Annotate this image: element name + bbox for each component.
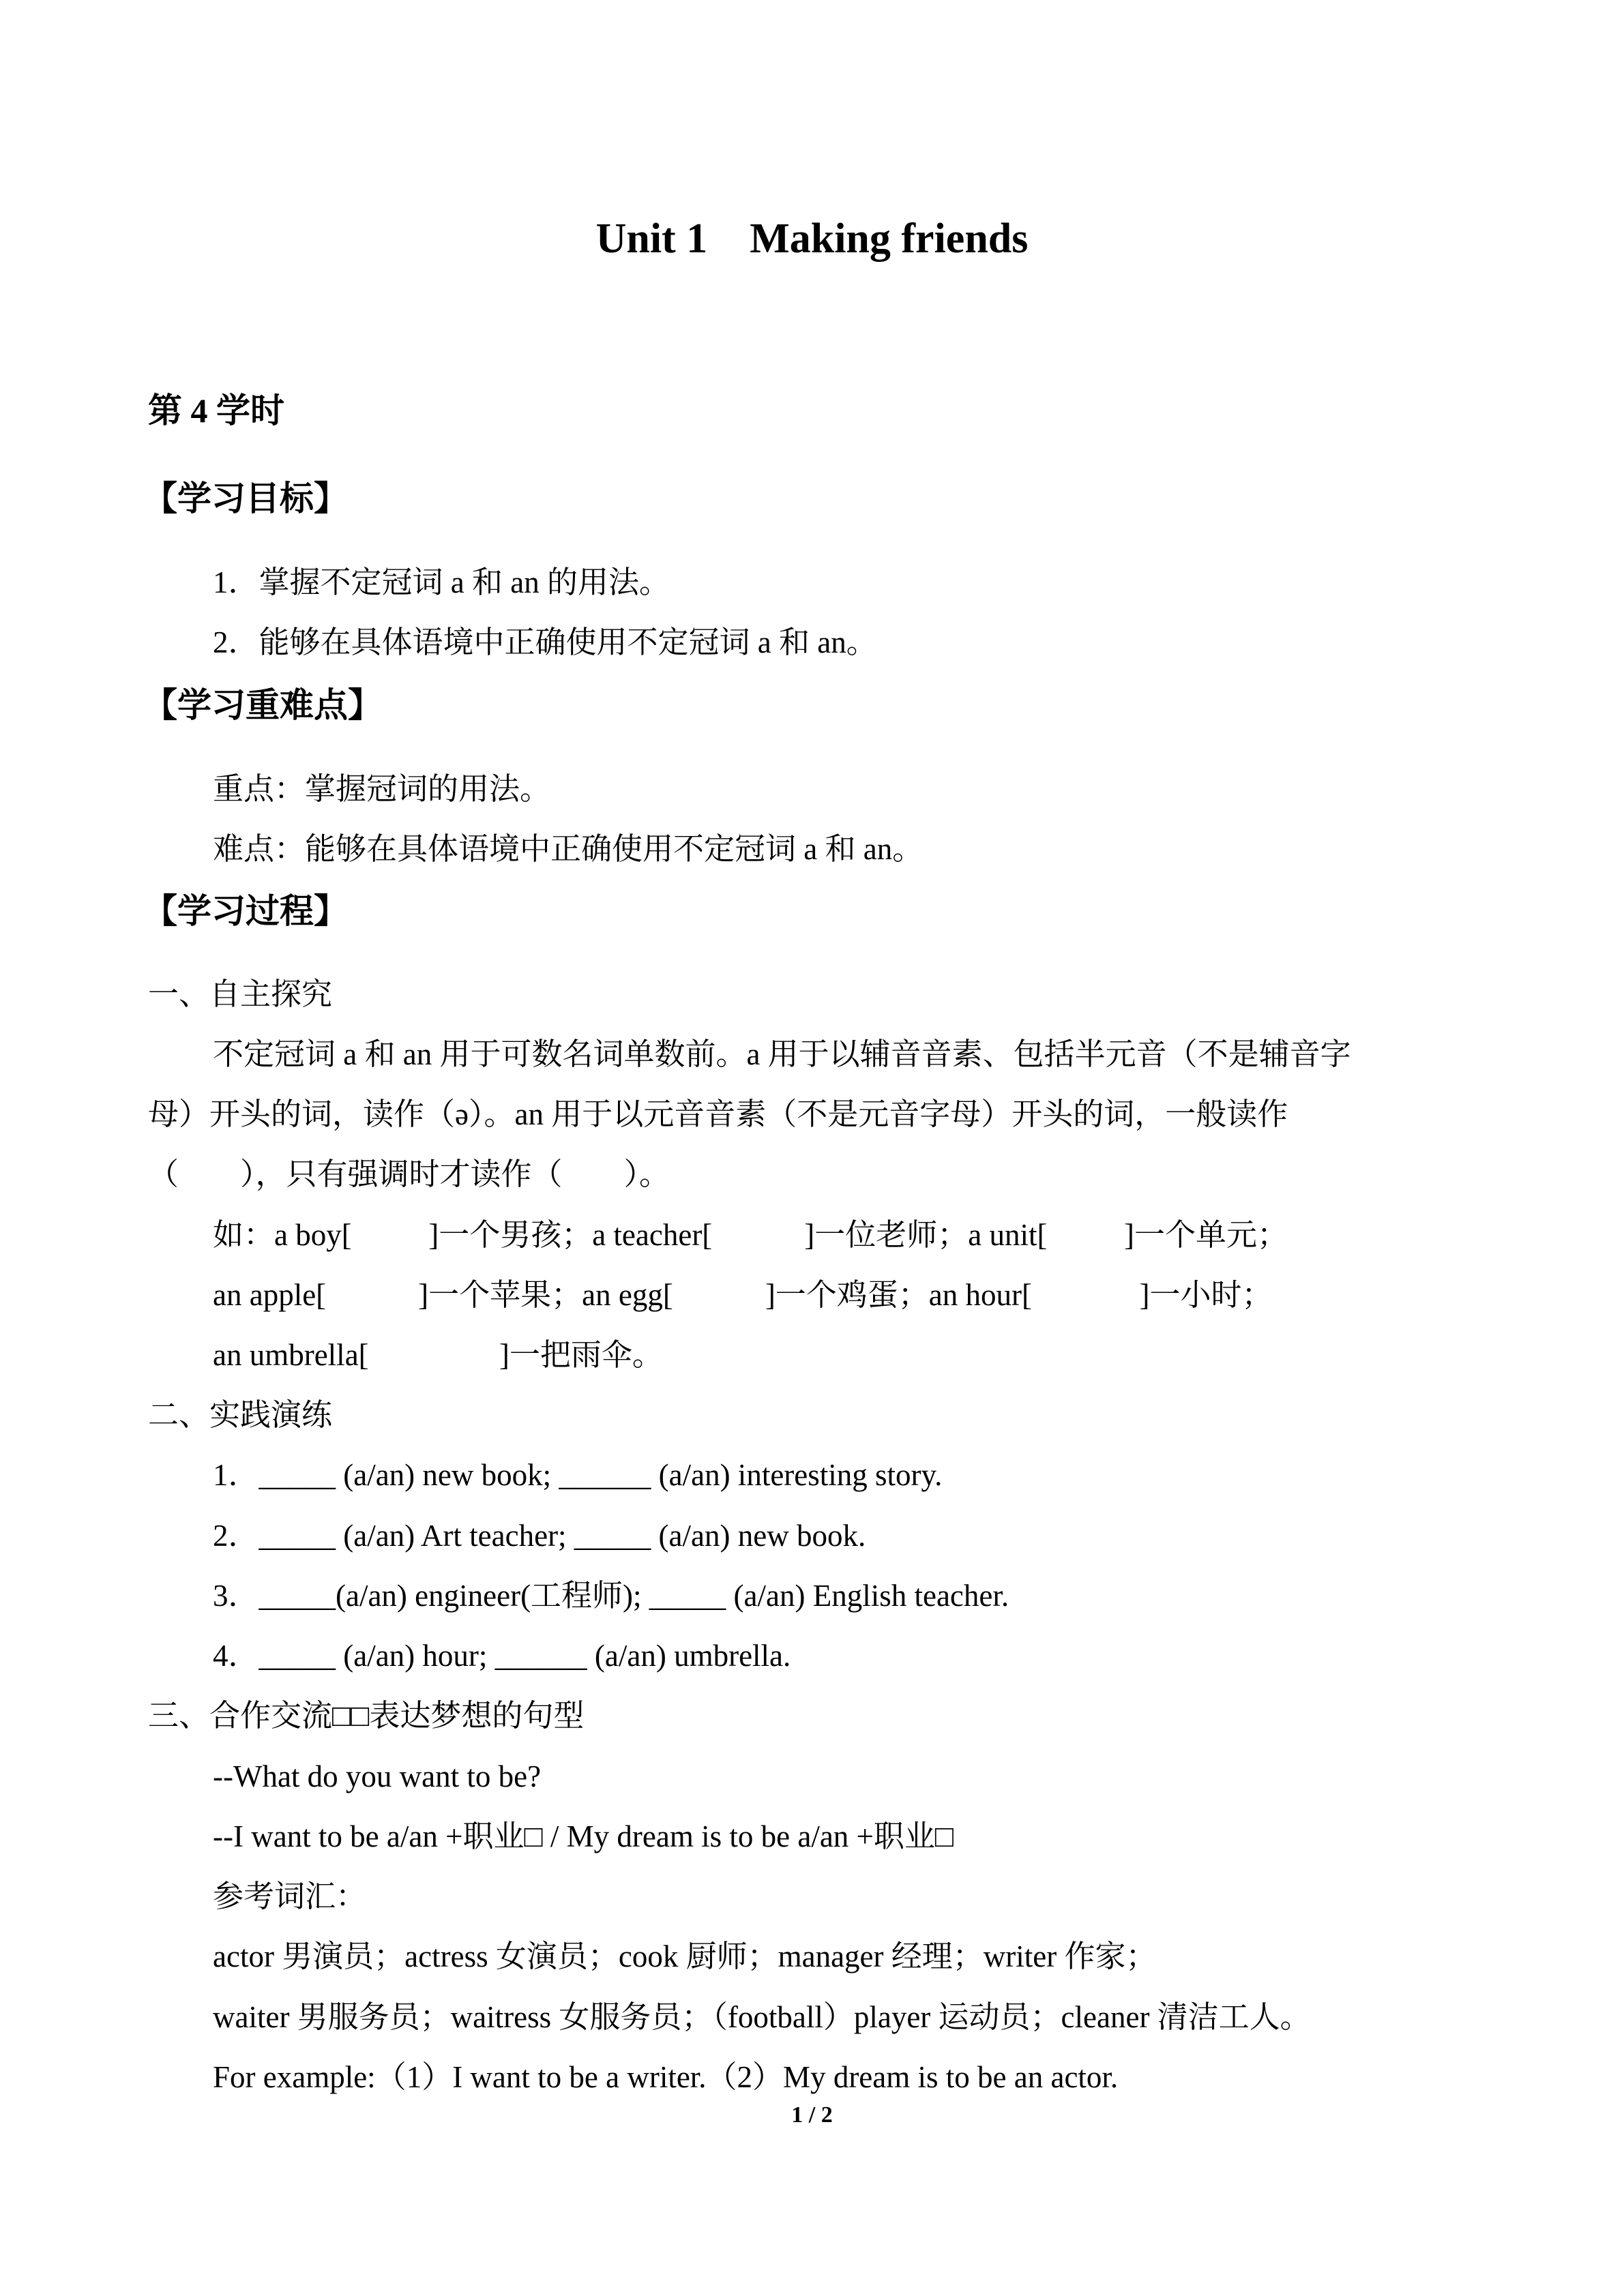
key-points-heading: 【学习重难点】 [143,686,382,724]
document-title: Unit 1 Making friends [595,215,1029,262]
objective-item: 2．能够在具体语境中正确使用不定冠词 a 和 an。 [213,625,877,659]
example-sentence: For example:（1）I want to be a writer.（2）My dream is to be an actor. [213,2060,1119,2094]
lesson-label: 第 4 学时 [148,391,284,430]
dialogue-line: --What do you want to be? [213,1759,542,1793]
difficulty-item: 难点：能够在具体语境中正确使用不定冠词 a 和 an。 [213,832,924,866]
exercise-item: 3．_____(a/an) engineer(工程师); _____ (a/an) English teacher. [213,1579,1009,1613]
vocab-heading: 参考词汇： [213,1879,367,1913]
page-number: 1 / 2 [791,2102,833,2128]
process-heading: 【学习过程】 [143,892,348,930]
exercise-item: 1．_____ (a/an) new book; ______ (a/an) interesting story. [213,1458,943,1492]
part1-heading: 一、自主探究 [148,977,333,1011]
exercise-item: 2．_____ (a/an) Art teacher; _____ (a/an) new book. [213,1519,866,1553]
paragraph-line: （ ），只有强调时才读作（ ）。 [148,1157,670,1191]
exercise-item: 4．_____ (a/an) hour; ______ (a/an) umbrella. [213,1639,791,1673]
example-line: an apple[ ]一个苹果；an egg[ ]一个鸡蛋；an hour[ ]一小时； [213,1278,1273,1312]
key-point-item: 重点：掌握冠词的用法。 [213,772,551,806]
vocab-line: actor 男演员；actress 女演员；cook 厨师；manager 经理；writer 作家； [213,1939,1157,1973]
dialogue-line: --I want to be a/an +职业□ / My dream is to be a/an +职业□ [213,1819,954,1853]
example-line: an umbrella[ ]一把雨伞。 [213,1338,663,1372]
example-line: 如：a boy[ ]一个男孩；a teacher[ ]一位老师；a unit[ ]一个单元； [213,1218,1288,1252]
paragraph-line: 不定冠词 a 和 an 用于可数名词单数前。a 用于以辅音音素、包括半元音（不是辅音字 [213,1037,1351,1071]
objective-item: 1．掌握不定冠词 a 和 an 的用法。 [213,565,670,599]
vocab-line: waiter 男服务员；waitress 女服务员；（football）player 运动员；cleaner 清洁工人。 [213,2000,1311,2034]
objectives-heading: 【学习目标】 [143,479,348,518]
paragraph-line: 母）开头的词，读作（ə）。an 用于以元音音素（不是元音字母）开头的词，一般读作 [148,1097,1288,1131]
part3-heading: 三、合作交流□□表达梦想的句型 [148,1699,585,1733]
part2-heading: 二、实践演练 [148,1398,333,1432]
